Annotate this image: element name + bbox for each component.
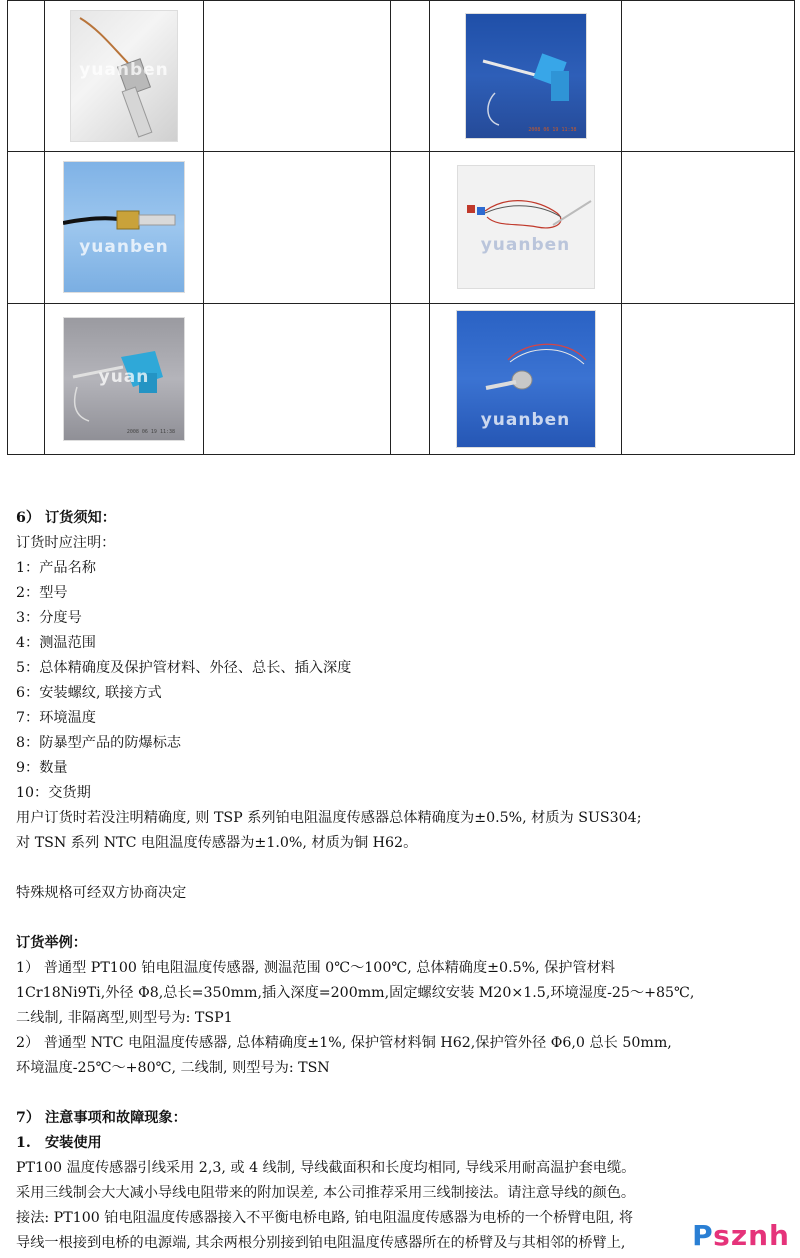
section-heading: 6） 订货须知： — [16, 510, 116, 526]
table-row — [8, 152, 795, 303]
paragraph: PT100 温度传感器引线采用 2,3, 或 4 线制, 导线截面积和长度均相同, 导线采用耐高温护套电缆。 — [16, 1160, 636, 1176]
section-subheading: 1. 安装使用 — [16, 1135, 102, 1151]
section-subheading: 订货举例： — [16, 935, 87, 951]
table-cell — [430, 152, 622, 303]
product-photo — [70, 10, 178, 142]
product-photo — [457, 165, 595, 289]
photo-watermark: yuanben — [79, 60, 169, 81]
photo-watermark: yuan — [98, 366, 150, 387]
product-photo — [63, 161, 185, 293]
list-item: 7：环境温度 — [16, 710, 96, 726]
paragraph: 特殊规格可经双方协商决定 — [16, 885, 187, 901]
table-cell — [8, 303, 45, 454]
photo-date-stamp: 2008 06 19 11:38 — [126, 428, 175, 435]
list-item: 1：产品名称 — [16, 560, 96, 576]
list-item: 9：数量 — [16, 760, 68, 776]
table-cell — [391, 152, 430, 303]
product-photo — [465, 13, 587, 139]
table-cell — [391, 1, 430, 152]
photo-watermark: yuanben — [480, 235, 571, 256]
paragraph: 对 TSN 系列 NTC 电阻温度传感器为±1.0%, 材质为铜 H62。 — [16, 835, 418, 851]
table-cell — [204, 152, 391, 303]
product-photo — [456, 310, 596, 448]
product-image-table — [7, 0, 795, 455]
table-cell — [204, 303, 391, 454]
table-cell — [430, 1, 622, 152]
photo-watermark: yuanben — [79, 237, 169, 258]
table-row — [8, 303, 795, 454]
site-logo-watermark — [692, 1219, 790, 1252]
paragraph: 接法: PT100 铂电阻温度传感器接入不平衡电桥电路, 铂电阻温度传感器为电桥的一个桥臂电阻, 将 — [16, 1210, 634, 1226]
logo-text: sznh — [713, 1219, 790, 1252]
table-cell — [45, 152, 204, 303]
section-heading: 7） 注意事项和故障现象： — [16, 1110, 187, 1126]
list-item: 8：防暴型产品的防爆标志 — [16, 735, 182, 751]
list-item: 3：分度号 — [16, 610, 82, 626]
document-body — [16, 506, 786, 1256]
paragraph: 1） 普通型 PT100 铂电阻温度传感器, 测温范围 0℃～100℃, 总体精确度±0.5%, 保护管材料 — [16, 960, 616, 976]
table-cell — [204, 1, 391, 152]
paragraph: 2） 普通型 NTC 电阻温度传感器, 总体精确度±1%, 保护管材料铜 H62,保护管外径 Φ6,0 总长 50mm, — [16, 1035, 672, 1051]
table-cell — [8, 152, 45, 303]
paragraph: 采用三线制会大大减小导线电阻带来的附加误差, 本公司推荐采用三线制接法。请注意导线的颜色。 — [16, 1185, 636, 1201]
paragraph: 用户订货时若没注明精确度, 则 TSP 系列铂电阻温度传感器总体精确度为±0.5%, 材质为 SUS304; — [16, 810, 642, 826]
table-cell — [45, 1, 204, 152]
photo-date-stamp: 2008 06 19 11:38 — [528, 127, 577, 134]
table-cell — [622, 1, 795, 152]
list-item: 5：总体精确度及保护管材料、外径、总长、插入深度 — [16, 660, 352, 676]
paragraph: 环境温度-25℃～+80℃, 二线制, 则型号为: TSN — [16, 1060, 330, 1076]
paragraph: 二线制, 非隔离型,则型号为: TSP1 — [16, 1010, 233, 1026]
table-cell — [622, 152, 795, 303]
paragraph: 订货时应注明： — [16, 535, 116, 551]
table-cell — [430, 303, 622, 454]
photo-watermark: yuanben — [480, 409, 571, 430]
logo-letter: P — [692, 1219, 714, 1252]
list-item: 6：安装螺纹, 联接方式 — [16, 685, 162, 701]
paragraph: 1Cr18Ni9Ti,外径 Φ8,总长=350mm,插入深度=200mm,固定螺纹安装 M20×1.5,环境湿度-25～+85℃, — [16, 985, 695, 1001]
table-cell — [622, 303, 795, 454]
list-item: 4：测温范围 — [16, 635, 96, 651]
table-cell — [8, 1, 45, 152]
table-cell — [391, 303, 430, 454]
list-item: 2：型号 — [16, 585, 68, 601]
list-item: 10：交货期 — [16, 785, 91, 801]
table-cell — [45, 303, 204, 454]
table-row — [8, 1, 795, 152]
product-photo — [63, 317, 185, 441]
paragraph: 导线一根接到电桥的电源端, 其余两根分别接到铂电阻温度传感器所在的桥臂及与其相邻的桥臂上, — [16, 1235, 626, 1251]
